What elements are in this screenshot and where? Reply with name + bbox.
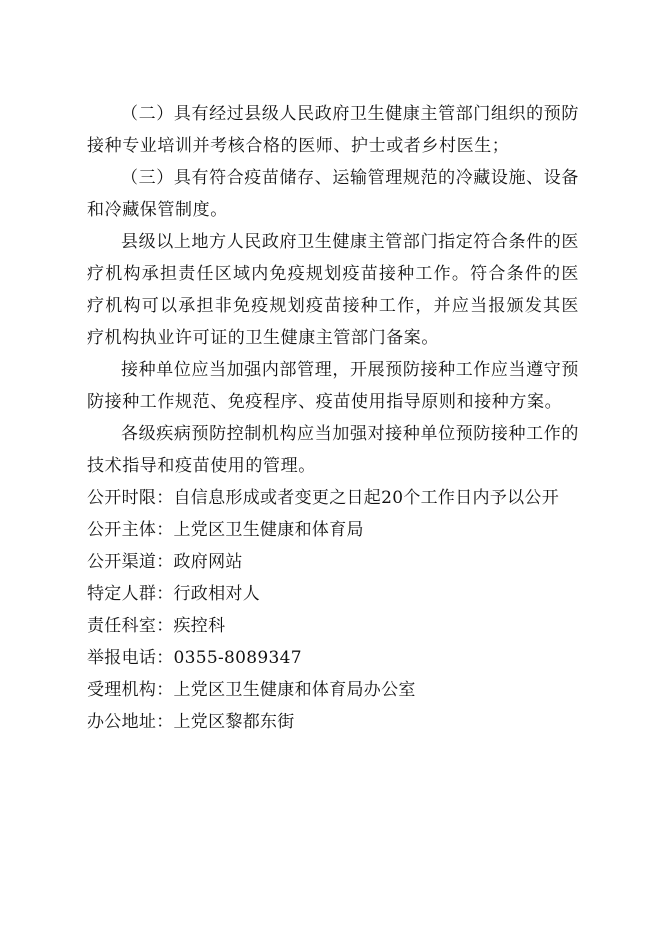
meta-report-phone: 举报电话：0355-8089347 <box>87 648 302 668</box>
meta-accepting-office: 受理机构：上党区卫生健康和体育局办公室 <box>87 680 416 700</box>
paragraph-internal-management: 接种单位应当加强内部管理，开展预防接种工作应当遵守预防接种工作规范、免疫程序、疫苗使用指导原则和接种方案。 <box>87 360 579 412</box>
meta-target-group: 特定人群：行政相对人 <box>87 584 260 604</box>
meta-disclosure-deadline: 公开时限：自信息形成或者变更之日起20个工作日内予以公开 <box>87 488 560 508</box>
paragraph-designated-institutions: 县级以上地方人民政府卫生健康主管部门指定符合条件的医疗机构承担责任区域内免疫规划疫苗接种工作。符合条件的医疗机构可以承担非免疫规划疫苗接种工作，并应当报颁发其医疗机构执业许可证的卫生健康主管部门备案。 <box>87 232 579 348</box>
meta-office-address: 办公地址：上党区黎都东街 <box>87 712 295 732</box>
meta-disclosure-subject: 公开主体：上党区卫生健康和体育局 <box>87 520 364 540</box>
paragraph-item-2: （二）具有经过县级人民政府卫生健康主管部门组织的预防接种专业培训并考核合格的医师、护士或者乡村医生； <box>87 104 579 156</box>
meta-responsible-section: 责任科室：疾控科 <box>87 616 226 636</box>
paragraph-item-3: （三）具有符合疫苗储存、运输管理规范的冷藏设施、设备和冷藏保管制度。 <box>87 168 579 220</box>
paragraph-cdc-guidance: 各级疾病预防控制机构应当加强对接种单位预防接种工作的技术指导和疫苗使用的管理。 <box>87 424 579 476</box>
meta-disclosure-channel: 公开渠道：政府网站 <box>87 552 243 572</box>
